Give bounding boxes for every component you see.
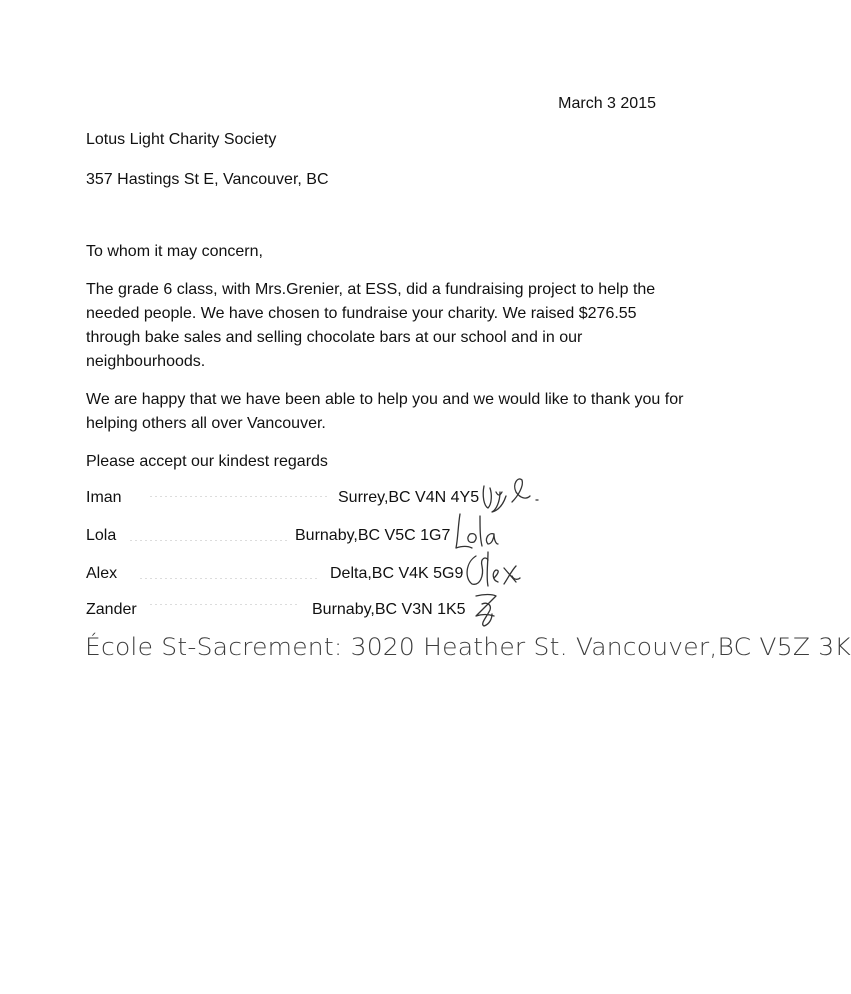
signatory-name: Alex (86, 565, 118, 582)
signatory-address: Delta,BC V4K 5G9 (330, 565, 464, 582)
handwritten-school-address: École St-Sacrement: 3020 Heather St. Vancouver,BC V5Z 3K (85, 632, 851, 661)
salutation: To whom it may concern, (86, 243, 263, 260)
closing-line: Please accept our kindest regards (86, 453, 328, 470)
letter-date: March 3 2015 (558, 95, 656, 112)
signatory-address: Surrey,BC V4N 4Y5 (338, 489, 480, 506)
signatory-name: Zander (86, 601, 137, 618)
redaction-mark (130, 540, 290, 541)
signatory-name: Iman (86, 489, 122, 506)
signature-alex (462, 548, 524, 592)
signatory-name: Lola (86, 527, 117, 544)
redaction-mark (140, 578, 320, 579)
recipient-name: Lotus Light Charity Society (86, 131, 277, 148)
signature-zander (468, 590, 508, 630)
signatory-address: Burnaby,BC V3N 1K5 (312, 601, 466, 618)
body-paragraph-2: We are happy that we have been able to help you and we would like to thank you for helping others all over Vancouver. (86, 391, 684, 432)
signatory-address: Burnaby,BC V5C 1G7 (295, 527, 451, 544)
body-paragraph-1: The grade 6 class, with Mrs.Grenier, at ESS, did a fundraising project to help the needed people. We have chosen to fundraise your charity. We raised $276.55 through bake sales and selling chocolate bars at our school and in our neighbourhoods. (86, 281, 656, 370)
redaction-mark (150, 604, 300, 605)
redaction-mark (150, 496, 330, 497)
recipient-address: 357 Hastings St E, Vancouver, BC (86, 171, 329, 188)
